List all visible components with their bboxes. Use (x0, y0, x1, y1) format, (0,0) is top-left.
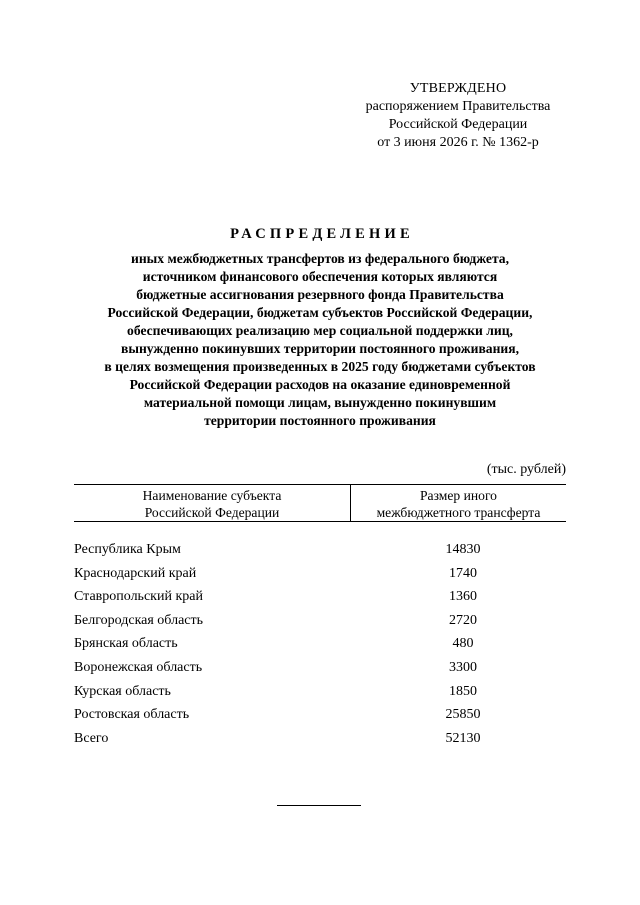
subtitle-line: вынужденно покинувших территории постоянного проживания, (120, 341, 520, 356)
row-amount: 14830 (445, 542, 481, 557)
approval-line-3: от 3 июня 2026 г. № 1362-р (377, 135, 539, 150)
row-region-name: Курская область (74, 683, 171, 699)
subtitle-line: материальной помощи лицам, вынужденно покинувшим (143, 395, 497, 410)
subtitle-line: обеспечивающих реализацию мер социальной поддержки лиц, (127, 323, 513, 338)
table-header (74, 484, 566, 522)
row-region-name: Брянская область (74, 636, 178, 652)
document-title: РАСПРЕДЕЛЕНИЕ (230, 226, 414, 242)
subtitle-line: в целях возмещения произведенных в 2025 году бюджетами субъектов (104, 359, 536, 374)
subtitle-line: территории постоянного проживания (204, 413, 436, 428)
subtitle-line: Российской Федерации расходов на оказание единовременной (129, 377, 511, 392)
approval-line-2: Российской Федерации (388, 117, 528, 132)
row-region-name: Краснодарский край (74, 565, 197, 581)
subtitle-line: иных межбюджетных трансфертов из федерального бюджета, (130, 251, 509, 266)
row-amount: 3300 (449, 659, 477, 675)
table-row (74, 562, 566, 586)
table-row (74, 680, 566, 704)
row-amount: 480 (452, 636, 474, 652)
row-amount: 2720 (449, 612, 477, 628)
row-region-name: Воронежская область (74, 659, 203, 675)
column-header-amount-line-2: межбюджетного трансферта (376, 505, 541, 520)
table-row (74, 538, 566, 562)
table-row (74, 585, 566, 609)
row-total-amount: 52130 (445, 730, 481, 746)
column-header-amount (351, 485, 566, 521)
row-amount: 1360 (449, 589, 477, 605)
table-row (74, 632, 566, 656)
column-header-region (74, 485, 351, 521)
table-row (74, 703, 566, 727)
units-label: (тыс. рублей) (486, 462, 566, 477)
row-region-name: Республика Крым (74, 542, 181, 557)
row-amount: 1740 (449, 565, 477, 581)
row-region-name: Ставропольский край (74, 589, 203, 605)
subtitle-line: источником финансового обеспечения которых являются (142, 269, 498, 284)
row-region-name: Ростовская область (74, 707, 190, 723)
subtitle-line: бюджетные ассигнования резервного фонда Правительства (136, 287, 504, 302)
column-header-region-line-2: Российской Федерации (144, 505, 280, 520)
row-region-name: Белгородская область (74, 612, 204, 628)
document-subtitle (62, 250, 578, 430)
row-amount: 25850 (445, 707, 481, 723)
column-header-amount-line-1: Размер иного (420, 488, 497, 503)
table-row (74, 609, 566, 633)
approval-line-1: распоряжением Правительства (365, 99, 551, 114)
table-row-total (74, 727, 566, 751)
table-row (74, 656, 566, 680)
row-total-label: Всего (74, 730, 109, 746)
table-body (74, 538, 566, 750)
subtitle-line: Российской Федерации, бюджетам субъектов Российской Федерации, (107, 305, 533, 320)
approval-block (340, 80, 576, 152)
end-of-document-divider (277, 805, 361, 806)
row-amount: 1850 (449, 683, 477, 699)
column-header-region-line-1: Наименование субъекта (142, 488, 282, 503)
approval-heading: УТВЕРЖДЕНО (409, 81, 507, 96)
